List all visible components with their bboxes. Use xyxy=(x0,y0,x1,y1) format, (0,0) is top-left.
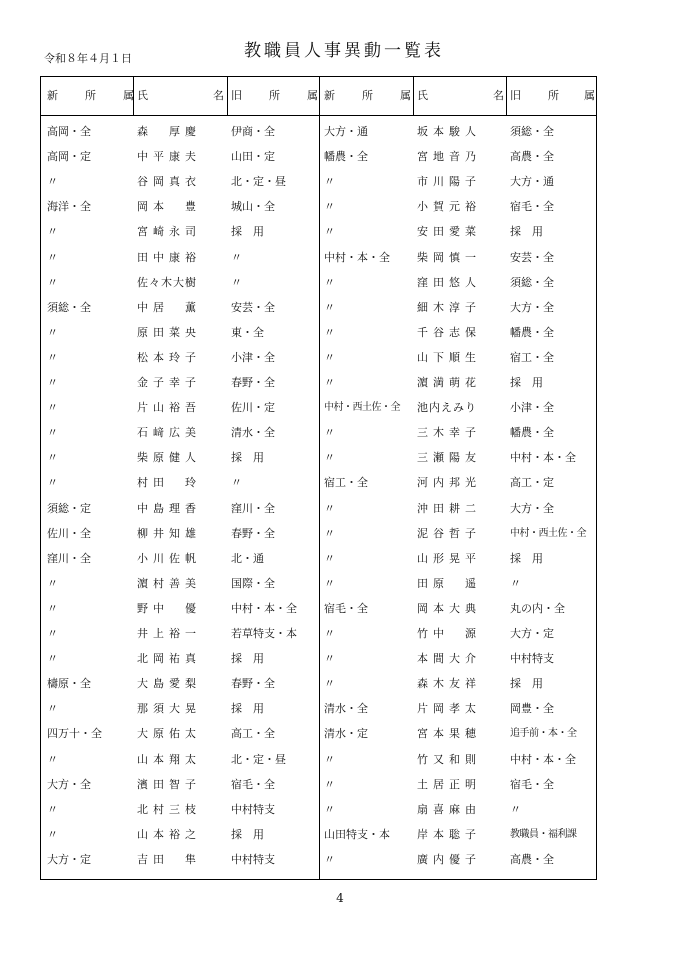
header-divider xyxy=(506,77,507,115)
name-cell: 北村三枝 xyxy=(137,802,201,816)
date: 令和８年４月１日 xyxy=(44,52,132,65)
new-dept-cell: 〃 xyxy=(47,275,58,289)
header-old-dept-right: 旧 所 属 xyxy=(510,89,595,102)
new-dept-cell: 高岡・全 xyxy=(47,125,91,138)
page-title: 教職員人事異動一覧表 xyxy=(244,41,444,61)
old-dept-cell: 東・全 xyxy=(231,325,264,339)
new-dept-cell: 〃 xyxy=(47,652,58,666)
name-cell: 石﨑広美 xyxy=(137,426,201,440)
old-dept-cell: 中村・本・全 xyxy=(231,601,297,615)
table-row xyxy=(41,822,596,847)
new-dept-cell: 幡農・全 xyxy=(324,150,368,164)
table-row xyxy=(41,847,596,872)
name-cell: 松本玲子 xyxy=(137,350,201,364)
new-dept-cell: 中村・西土佐・全 xyxy=(324,402,400,414)
name-cell: 坂本駿人 xyxy=(417,125,481,138)
new-dept-cell: 〃 xyxy=(324,225,335,239)
new-dept-cell: 〃 xyxy=(47,401,58,415)
table-row xyxy=(41,772,596,797)
new-dept-cell: 〃 xyxy=(47,702,58,716)
new-dept-cell: 〃 xyxy=(47,627,58,640)
new-dept-cell: 佐川・全 xyxy=(47,526,91,540)
table-row xyxy=(41,169,596,194)
new-dept-cell: 〃 xyxy=(47,225,58,239)
table-row xyxy=(41,445,596,470)
new-dept-cell: 〃 xyxy=(47,175,58,189)
new-dept-cell: 〃 xyxy=(324,526,335,540)
name-cell: 千谷志保 xyxy=(417,325,481,339)
table-row xyxy=(41,370,596,395)
new-dept-cell: 高岡・定 xyxy=(47,150,91,164)
table-row xyxy=(41,496,596,521)
table-row xyxy=(41,395,596,420)
old-dept-cell: 高工・全 xyxy=(231,727,275,741)
page-number: 4 xyxy=(336,891,344,905)
new-dept-cell: 〃 xyxy=(47,451,58,465)
personnel-table xyxy=(40,76,597,880)
old-dept-cell: 小津・全 xyxy=(510,401,554,415)
new-dept-cell: 〃 xyxy=(324,275,335,289)
name-cell: 市川陽子 xyxy=(417,175,481,189)
old-dept-cell: 中村・西土佐・全 xyxy=(510,527,586,539)
old-dept-cell: 佐川・定 xyxy=(231,401,275,415)
table-row xyxy=(41,546,596,571)
old-dept-cell: 採 用 xyxy=(231,827,264,841)
table-row xyxy=(41,747,596,772)
old-dept-cell: 須総・全 xyxy=(510,275,554,289)
new-dept-cell: 須総・全 xyxy=(47,300,91,314)
new-dept-cell: 四万十・全 xyxy=(47,727,102,741)
new-dept-cell: 〃 xyxy=(47,576,58,590)
name-cell: 田中康裕 xyxy=(137,250,201,264)
table-row xyxy=(41,270,596,295)
table-row xyxy=(41,194,596,219)
old-dept-cell: 中村特支 xyxy=(231,802,275,816)
name-cell: 本間大介 xyxy=(417,652,481,666)
old-dept-cell: 〃 xyxy=(231,250,242,264)
old-dept-cell: 追手前・本・全 xyxy=(510,728,577,740)
old-dept-cell: 〃 xyxy=(231,275,242,289)
table-row xyxy=(41,721,596,746)
old-dept-cell: 清水・全 xyxy=(231,426,275,440)
name-cell: 村田 玲 xyxy=(137,476,201,490)
name-cell: 中平康夫 xyxy=(137,150,201,164)
header-old-dept-left: 旧 所 属 xyxy=(231,89,318,102)
new-dept-cell: 〃 xyxy=(47,250,58,264)
new-dept-cell: 〃 xyxy=(324,777,335,791)
new-dept-cell: 〃 xyxy=(324,852,335,866)
name-cell: 濵満萌花 xyxy=(417,376,481,389)
old-dept-cell: 〃 xyxy=(231,476,242,490)
name-cell: 小賀元裕 xyxy=(417,200,481,214)
old-dept-cell: 高工・定 xyxy=(510,476,554,490)
name-cell: 中島理香 xyxy=(137,501,201,515)
old-dept-cell: 大方・全 xyxy=(510,501,554,515)
old-dept-cell: 採 用 xyxy=(231,702,264,716)
new-dept-cell: 山田特支・本 xyxy=(324,827,390,841)
table-row xyxy=(41,245,596,270)
old-dept-cell: 北・定・昼 xyxy=(231,175,286,189)
new-dept-cell: 〃 xyxy=(324,677,335,691)
name-cell: 小川佐帆 xyxy=(137,551,201,565)
name-cell: 泥谷哲子 xyxy=(417,526,481,540)
table-row xyxy=(41,295,596,320)
name-cell: 吉田 隼 xyxy=(137,852,201,866)
old-dept-cell: 若草特支・本 xyxy=(231,627,297,640)
name-cell: 濱田智子 xyxy=(137,777,201,791)
old-dept-cell: 安芸・全 xyxy=(510,250,554,264)
new-dept-cell: 宿毛・全 xyxy=(324,601,368,615)
old-dept-cell: 幡農・全 xyxy=(510,426,554,440)
new-dept-cell: 〃 xyxy=(324,451,335,465)
new-dept-cell: 〃 xyxy=(324,426,335,440)
name-cell: 野中 優 xyxy=(137,601,201,615)
header-name-left: 氏 名 xyxy=(137,89,224,102)
name-cell: 宮崎永司 xyxy=(137,225,201,239)
old-dept-cell: 春野・全 xyxy=(231,677,275,691)
new-dept-cell: 〃 xyxy=(324,325,335,339)
name-cell: 片山裕吾 xyxy=(137,401,201,415)
name-cell: 井上裕一 xyxy=(137,627,201,640)
new-dept-cell: 〃 xyxy=(47,802,58,816)
name-cell: 沖田耕二 xyxy=(417,501,481,515)
table-row xyxy=(41,671,596,696)
old-dept-cell: 幡農・全 xyxy=(510,325,554,339)
old-dept-cell: 採 用 xyxy=(231,225,264,239)
old-dept-cell: 高農・全 xyxy=(510,150,554,164)
old-dept-cell: 国際・全 xyxy=(231,576,275,590)
new-dept-cell: 〃 xyxy=(47,476,58,490)
old-dept-cell: 安芸・全 xyxy=(231,300,275,314)
table-row xyxy=(41,219,596,244)
new-dept-cell: 〃 xyxy=(324,200,335,214)
old-dept-cell: 春野・全 xyxy=(231,376,275,389)
old-dept-cell: 伊商・全 xyxy=(231,125,275,138)
old-dept-cell: 採 用 xyxy=(231,451,264,465)
name-cell: 片岡孝太 xyxy=(417,702,481,716)
table-row xyxy=(41,646,596,671)
name-cell: 森木友祥 xyxy=(417,677,481,691)
old-dept-cell: 大方・全 xyxy=(510,300,554,314)
name-cell: 金子幸子 xyxy=(137,376,201,389)
name-cell: 山本翔太 xyxy=(137,752,201,766)
old-dept-cell: 中村特支 xyxy=(231,852,275,866)
new-dept-cell: 〃 xyxy=(47,376,58,389)
old-dept-cell: 城山・全 xyxy=(231,200,275,214)
name-cell: 濵村善美 xyxy=(137,576,201,590)
new-dept-cell: 〃 xyxy=(324,551,335,565)
name-cell: 安田愛菜 xyxy=(417,225,481,239)
new-dept-cell: 〃 xyxy=(324,376,335,389)
new-dept-cell: 大方・定 xyxy=(47,852,91,866)
new-dept-cell: 〃 xyxy=(324,652,335,666)
table-row xyxy=(41,345,596,370)
name-cell: 田原 遥 xyxy=(417,576,481,590)
name-cell: 扇喜麻由 xyxy=(417,802,481,816)
name-cell: 岸本聡子 xyxy=(417,827,481,841)
new-dept-cell: 海洋・全 xyxy=(47,200,91,214)
old-dept-cell: 大方・通 xyxy=(510,175,554,189)
name-cell: 山下順生 xyxy=(417,350,481,364)
name-cell: 原田菜央 xyxy=(137,325,201,339)
name-cell: 廣内優子 xyxy=(417,852,481,866)
table-row xyxy=(41,470,596,495)
old-dept-cell: 宿毛・全 xyxy=(510,200,554,214)
new-dept-cell: 清水・全 xyxy=(324,702,368,716)
table-row xyxy=(41,596,596,621)
new-dept-cell: 〃 xyxy=(47,426,58,440)
old-dept-cell: 小津・全 xyxy=(231,350,275,364)
table-row xyxy=(41,420,596,445)
table-row xyxy=(41,144,596,169)
new-dept-cell: 〃 xyxy=(324,802,335,816)
new-dept-cell: 〃 xyxy=(47,350,58,364)
new-dept-cell: 大方・通 xyxy=(324,125,368,138)
table-row xyxy=(41,571,596,596)
new-dept-cell: 宿工・全 xyxy=(324,476,368,490)
old-dept-cell: 採 用 xyxy=(510,376,543,389)
old-dept-cell: 採 用 xyxy=(510,677,543,691)
new-dept-cell: 〃 xyxy=(47,752,58,766)
old-dept-cell: 山田・定 xyxy=(231,150,275,164)
old-dept-cell: 須総・全 xyxy=(510,125,554,138)
new-dept-cell: 〃 xyxy=(47,827,58,841)
old-dept-cell: 中村・本・全 xyxy=(510,752,576,766)
old-dept-cell: 宿毛・全 xyxy=(510,777,554,791)
old-dept-cell: 大方・定 xyxy=(510,627,554,640)
old-dept-cell: 中村・本・全 xyxy=(510,451,576,465)
old-dept-cell: 中村特支 xyxy=(510,652,554,666)
header-name-right: 氏 名 xyxy=(417,89,504,102)
name-cell: 山本裕之 xyxy=(137,827,201,841)
name-cell: 北岡祐真 xyxy=(137,652,201,666)
new-dept-cell: 〃 xyxy=(47,601,58,615)
name-cell: 池内えみり xyxy=(417,401,477,415)
name-cell: 大原佑太 xyxy=(137,727,201,741)
new-dept-cell: 〃 xyxy=(324,300,335,314)
name-cell: 山形晃平 xyxy=(417,551,481,565)
header-new-dept-right: 新 所 属 xyxy=(324,89,411,102)
header-divider xyxy=(227,77,228,115)
name-cell: 柴原健人 xyxy=(137,451,201,465)
name-cell: 佐々木大樹 xyxy=(137,275,197,289)
table-row xyxy=(41,521,596,546)
old-dept-cell: 〃 xyxy=(510,576,521,590)
old-dept-cell: 採 用 xyxy=(510,225,543,239)
name-cell: 竹又和則 xyxy=(417,752,481,766)
new-dept-cell: 〃 xyxy=(324,350,335,364)
name-cell: 柴岡慎一 xyxy=(417,250,481,264)
old-dept-cell: 宿毛・全 xyxy=(231,777,275,791)
table-row xyxy=(41,119,596,144)
name-cell: 竹中 源 xyxy=(417,627,481,640)
old-dept-cell: 宿工・全 xyxy=(510,350,554,364)
new-dept-cell: 檮原・全 xyxy=(47,677,91,691)
name-cell: 谷岡真衣 xyxy=(137,175,201,189)
old-dept-cell: 高農・全 xyxy=(510,852,554,866)
name-cell: 三木幸子 xyxy=(417,426,481,440)
old-dept-cell: 〃 xyxy=(510,802,521,816)
old-dept-cell: 採 用 xyxy=(231,652,264,666)
new-dept-cell: 中村・本・全 xyxy=(324,250,390,264)
header-divider xyxy=(133,77,134,115)
old-dept-cell: 春野・全 xyxy=(231,526,275,540)
new-dept-cell: 〃 xyxy=(324,175,335,189)
name-cell: 河内邦光 xyxy=(417,476,481,490)
table-row xyxy=(41,696,596,721)
name-cell: 宮本果穂 xyxy=(417,727,481,741)
table-row xyxy=(41,320,596,345)
name-cell: 柳井知雄 xyxy=(137,526,201,540)
table-row xyxy=(41,621,596,646)
name-cell: 森 厚慶 xyxy=(137,125,201,138)
old-dept-cell: 窪川・全 xyxy=(231,501,275,515)
name-cell: 那須大晃 xyxy=(137,702,201,716)
name-cell: 岡本 豊 xyxy=(137,200,201,214)
new-dept-cell: 清水・定 xyxy=(324,727,368,741)
name-cell: 三瀬陽友 xyxy=(417,451,481,465)
header-new-dept-left: 新 所 属 xyxy=(47,89,134,102)
new-dept-cell: 〃 xyxy=(324,501,335,515)
new-dept-cell: 〃 xyxy=(47,325,58,339)
header-divider xyxy=(413,77,414,115)
old-dept-cell: 丸の内・全 xyxy=(510,601,565,615)
name-cell: 土居正明 xyxy=(417,777,481,791)
name-cell: 中居 薫 xyxy=(137,300,201,314)
name-cell: 岡本大典 xyxy=(417,601,481,615)
new-dept-cell: 〃 xyxy=(324,752,335,766)
new-dept-cell: 窪川・全 xyxy=(47,551,91,565)
new-dept-cell: 〃 xyxy=(324,576,335,590)
table-row xyxy=(41,797,596,822)
old-dept-cell: 北・定・昼 xyxy=(231,752,286,766)
name-cell: 宮地音乃 xyxy=(417,150,481,164)
old-dept-cell: 教職員・福利課 xyxy=(510,828,577,840)
old-dept-cell: 北・通 xyxy=(231,551,264,565)
name-cell: 窪田悠人 xyxy=(417,275,481,289)
old-dept-cell: 岡豊・全 xyxy=(510,702,554,716)
name-cell: 大島愛梨 xyxy=(137,677,201,691)
new-dept-cell: 〃 xyxy=(324,627,335,640)
name-cell: 細木淳子 xyxy=(417,300,481,314)
new-dept-cell: 須総・定 xyxy=(47,501,91,515)
new-dept-cell: 大方・全 xyxy=(47,777,91,791)
old-dept-cell: 採 用 xyxy=(510,551,543,565)
